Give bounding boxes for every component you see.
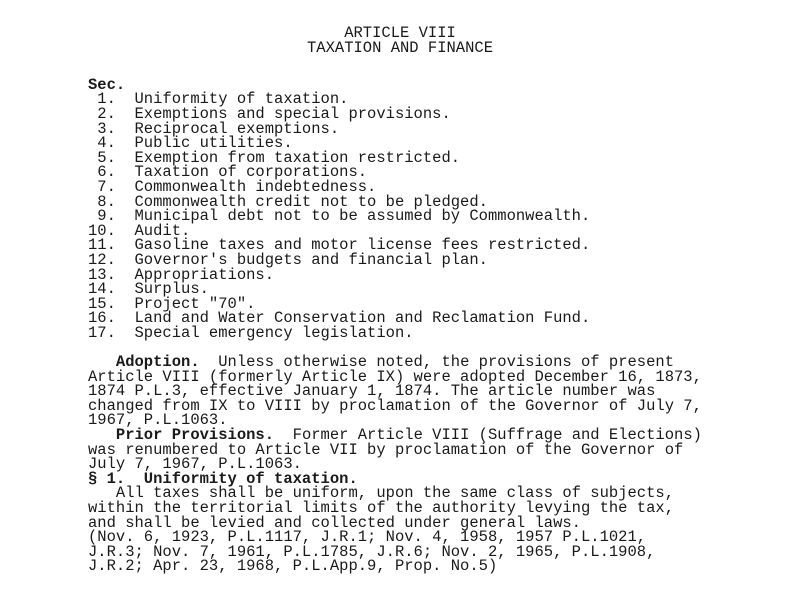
toc-item: 13. Appropriations. [88, 265, 275, 284]
toc-item: 8. Commonwealth credit not to be pledged. [88, 192, 488, 211]
toc-item: 5. Exemption from taxation restricted. [88, 148, 461, 167]
toc-item: 17. Special emergency legislation. [88, 323, 414, 342]
toc-item: 4. Public utilities. [88, 134, 293, 153]
toc-item: 11. Gasoline taxes and motor license fees restricted. [88, 236, 591, 255]
doc-line: changed from IX to VIII by proclamation of the Governor of July 7, [88, 396, 702, 415]
doc-line: Prior Provisions. Former Article VIII (Suffrage and Elections) [115, 426, 702, 445]
toc-item: 1. Uniformity of taxation. [88, 90, 349, 109]
toc-item: 16. Land and Water Conservation and Reclamation Fund. [88, 309, 591, 328]
doc-line: Article VIII (formerly Article IX) were adopted December 16, 1873, [88, 367, 702, 386]
article-subtitle: TAXATION AND FINANCE [306, 38, 494, 57]
article-heading [0, 26, 800, 55]
toc-item: 6. Taxation of corporations. [88, 163, 368, 182]
doc-line: within the territorial limits of the authority levying the tax, [88, 499, 674, 517]
doc-line: (Nov. 6, 1923, P.L.1117, J.R.1; Nov. 4, 1958, 1957 P.L.1021, [88, 528, 647, 547]
section-list [0, 75, 800, 342]
toc-item: 2. Exemptions and special provisions. [88, 104, 451, 123]
article-title: ARTICLE VIII [344, 24, 456, 42]
toc-item: 14. Surplus. [88, 280, 209, 299]
toc-item: 9. Municipal debt not to be assumed by Commonwealth. [88, 207, 591, 226]
toc-item: 10. Audit. [88, 221, 191, 240]
section-list-label: Sec. [88, 75, 126, 94]
doc-line: July 7, 1967, P.L.1063. [88, 455, 302, 474]
toc-item: 7. Commonwealth indebtedness. [88, 177, 377, 196]
adoption-note [0, 355, 800, 428]
toc-item: 15. Project "70". [88, 294, 256, 313]
section-1 [0, 469, 800, 576]
prior-provisions-note [0, 428, 800, 472]
doc-line: was renumbered to Article VII by proclamation of the Governor of [88, 440, 684, 459]
doc-line: § 1. Uniformity of taxation. [88, 469, 358, 488]
doc-line: Adoption. Unless otherwise noted, the provisions of present [115, 353, 675, 372]
article-body [0, 355, 800, 574]
doc-line: 1874 P.L.3, effective January 1, 1874. The article number was [88, 382, 656, 401]
toc-item: 3. Reciprocal exemptions. [88, 119, 340, 138]
doc-line: J.R.3; Nov. 7, 1961, P.L.1785, J.R.6; Nov. 2, 1965, P.L.1908, [88, 542, 656, 561]
doc-line: 1967, P.L.1063. [88, 411, 228, 430]
doc-line: All taxes shall be uniform, upon the same class of subjects, [88, 484, 674, 503]
toc-item: 12. Governor's budgets and financial plan. [88, 250, 488, 269]
doc-line: and shall be levied and collected under general laws. [88, 513, 581, 532]
doc-line: J.R.2; Apr. 23, 1968, P.L.App.9, Prop. No.5) [88, 557, 498, 576]
